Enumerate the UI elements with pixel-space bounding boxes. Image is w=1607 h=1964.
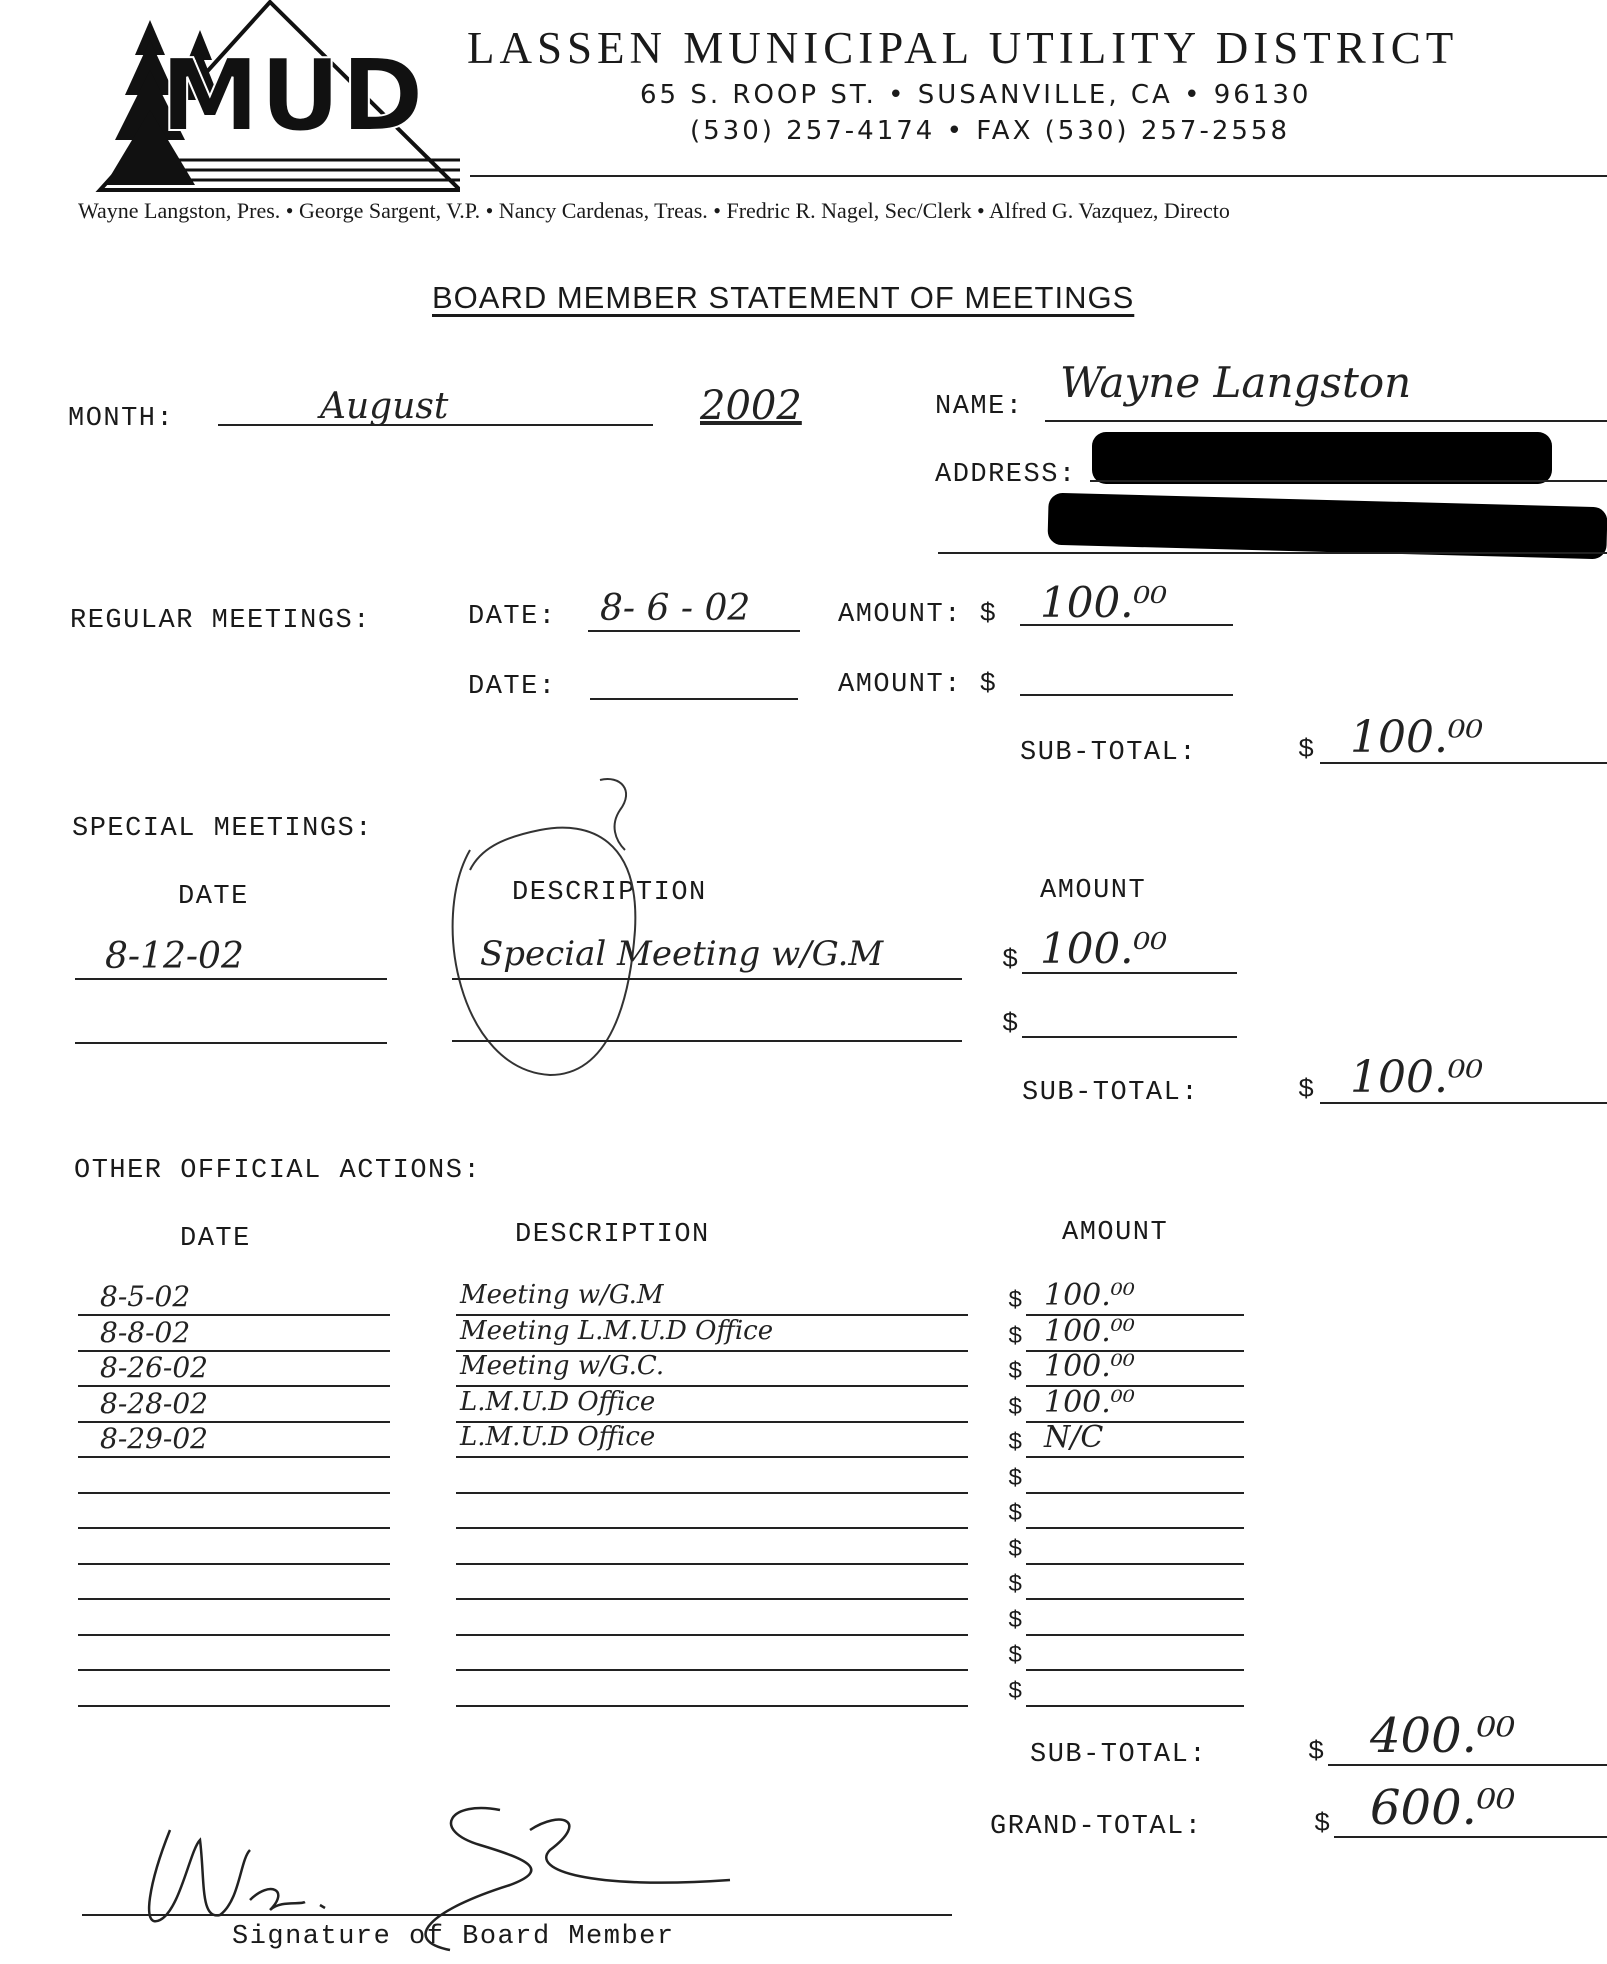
address-label: ADDRESS:	[935, 460, 1077, 490]
month-label: MONTH:	[68, 404, 175, 434]
other-date-line	[78, 1598, 390, 1600]
regular-amount-label-2: AMOUNT: $	[838, 670, 998, 700]
other-date-line	[78, 1563, 390, 1565]
address-redaction-1	[1092, 432, 1552, 484]
regular-subtotal-label: SUB-TOTAL:	[1020, 738, 1198, 768]
regular-amount-1: 100.⁰⁰	[1040, 578, 1168, 627]
other-date-line	[78, 1705, 390, 1707]
logo-lettering: MUD	[160, 37, 424, 154]
special-dollar-2: $	[1002, 1010, 1020, 1040]
special-col-description: DESCRIPTION	[512, 878, 707, 908]
special-amount-1: 100.⁰⁰	[1040, 924, 1168, 973]
other-desc-line	[456, 1598, 968, 1600]
other-desc-line	[456, 1492, 968, 1494]
other-col-date: DATE	[180, 1224, 251, 1254]
regular-date-label-1: DATE:	[468, 602, 557, 632]
other-row-description: L.M.U.D Office	[460, 1387, 656, 1417]
name-line	[1045, 420, 1607, 422]
grand-total-dollar: $	[1314, 1810, 1332, 1840]
form-title: BOARD MEMBER STATEMENT OF MEETINGS	[432, 280, 1135, 315]
other-subtotal-label: SUB-TOTAL:	[1030, 1740, 1208, 1770]
grand-total-label: GRAND-TOTAL:	[990, 1812, 1203, 1842]
other-dollar: $	[1008, 1501, 1024, 1528]
other-row-date: 8-8-02	[100, 1316, 191, 1349]
other-row-description: Meeting L.M.U.D Office	[460, 1316, 774, 1346]
signature-label: Signature of Board Member	[232, 1922, 675, 1952]
regular-date-1: 8- 6 - 02	[600, 588, 751, 629]
other-dollar: $	[1008, 1537, 1024, 1564]
special-col-amount: AMOUNT	[1040, 876, 1147, 906]
other-amount-line	[1026, 1527, 1244, 1529]
year-value: 2002	[700, 383, 802, 429]
other-desc-line	[456, 1634, 968, 1636]
regular-meetings-label: REGULAR MEETINGS:	[70, 606, 371, 636]
regular-date-line-1	[588, 630, 800, 632]
org-phone: (530) 257-4174 • FAX (530) 257-2558	[690, 116, 1291, 146]
other-dollar: $	[1008, 1572, 1024, 1599]
other-row-date: 8-29-02	[100, 1422, 208, 1455]
other-dollar: $	[1008, 1643, 1024, 1670]
other-col-amount: AMOUNT	[1062, 1218, 1169, 1248]
other-subtotal-value: 400.⁰⁰	[1370, 1708, 1516, 1764]
other-col-description: DESCRIPTION	[515, 1220, 710, 1250]
other-desc-line	[456, 1563, 968, 1565]
special-subtotal-dollar: $	[1298, 1076, 1316, 1106]
signature-line	[82, 1914, 952, 1916]
special-desc-line-1	[452, 978, 962, 980]
special-date-line-2	[75, 1042, 387, 1044]
name-value: Wayne Langston	[1060, 358, 1412, 407]
regular-amount-line-2	[1020, 694, 1233, 696]
address-line-1	[1090, 480, 1607, 482]
other-amount-line	[1026, 1634, 1244, 1636]
regular-date-line-2	[590, 698, 798, 700]
other-amount-line	[1026, 1705, 1244, 1707]
special-col-date: DATE	[178, 882, 249, 912]
other-desc-line	[456, 1669, 968, 1671]
other-dollar: $	[1008, 1608, 1024, 1635]
other-row-amount: 100.⁰⁰	[1044, 1278, 1135, 1313]
special-subtotal-label: SUB-TOTAL:	[1022, 1078, 1200, 1108]
special-subtotal-value: 100.⁰⁰	[1350, 1052, 1484, 1103]
other-dollar: $	[1008, 1359, 1024, 1386]
other-row-amount: N/C	[1044, 1420, 1104, 1455]
hand-drawn-circle-annotation	[440, 770, 660, 1090]
other-row-amount: 100.⁰⁰	[1044, 1349, 1135, 1384]
special-desc-1: Special Meeting w/G.M	[480, 934, 884, 974]
other-row-description: Meeting w/G.C.	[460, 1351, 665, 1381]
other-amount-line	[1026, 1456, 1244, 1458]
other-dollar: $	[1008, 1430, 1024, 1457]
special-date-line-1	[75, 978, 387, 980]
letterhead-rule	[470, 175, 1607, 177]
special-date-1: 8-12-02	[105, 936, 244, 977]
officers-line: Wayne Langston, Pres. • George Sargent, V.P. • Nancy Cardenas, Treas. • Fredric R. Nagel, Sec/Clerk • Alfred G. Vazquez, Directo	[78, 198, 1230, 223]
district-logo	[40, 0, 460, 200]
other-date-line	[78, 1492, 390, 1494]
other-dollar: $	[1008, 1288, 1024, 1315]
other-row-description: Meeting w/G.M	[460, 1280, 664, 1310]
address-redaction-2	[1047, 493, 1607, 560]
other-row-date: 8-26-02	[100, 1351, 208, 1384]
other-dollar: $	[1008, 1679, 1024, 1706]
other-desc-line	[456, 1527, 968, 1529]
other-subtotal-line	[1328, 1764, 1607, 1766]
special-dollar-1: $	[1002, 946, 1020, 976]
name-label: NAME:	[935, 392, 1024, 422]
other-row-description: L.M.U.D Office	[460, 1422, 656, 1452]
other-desc-line	[456, 1705, 968, 1707]
grand-total-value: 600.⁰⁰	[1370, 1780, 1516, 1836]
other-date-line	[78, 1669, 390, 1671]
grand-total-line	[1334, 1836, 1607, 1838]
address-line-2	[938, 552, 1607, 554]
special-desc-line-2	[452, 1040, 962, 1042]
other-date-line	[78, 1527, 390, 1529]
org-name: LASSEN MUNICIPAL UTILITY DISTRICT	[467, 23, 1459, 73]
special-amount-line-2	[1022, 1036, 1237, 1038]
regular-subtotal-value: 100.⁰⁰	[1350, 712, 1484, 763]
month-value: August	[320, 386, 449, 427]
other-desc-line	[456, 1456, 968, 1458]
other-actions-label: OTHER OFFICIAL ACTIONS:	[74, 1156, 482, 1186]
other-dollar: $	[1008, 1324, 1024, 1351]
regular-date-label-2: DATE:	[468, 672, 557, 702]
special-meetings-label: SPECIAL MEETINGS:	[72, 814, 373, 844]
other-amount-line	[1026, 1492, 1244, 1494]
other-row-amount: 100.⁰⁰	[1044, 1385, 1135, 1420]
other-date-line	[78, 1634, 390, 1636]
other-row-amount: 100.⁰⁰	[1044, 1314, 1135, 1349]
other-amount-line	[1026, 1563, 1244, 1565]
regular-amount-label-1: AMOUNT: $	[838, 600, 998, 630]
other-row-date: 8-5-02	[100, 1280, 191, 1313]
other-subtotal-dollar: $	[1308, 1738, 1326, 1768]
org-address: 65 S. ROOP ST. • SUSANVILLE, CA • 96130	[640, 80, 1312, 110]
other-date-line	[78, 1456, 390, 1458]
other-amount-line	[1026, 1598, 1244, 1600]
other-amount-line	[1026, 1669, 1244, 1671]
regular-subtotal-dollar: $	[1298, 736, 1316, 766]
other-dollar: $	[1008, 1395, 1024, 1422]
other-row-date: 8-28-02	[100, 1387, 208, 1420]
other-dollar: $	[1008, 1466, 1024, 1493]
